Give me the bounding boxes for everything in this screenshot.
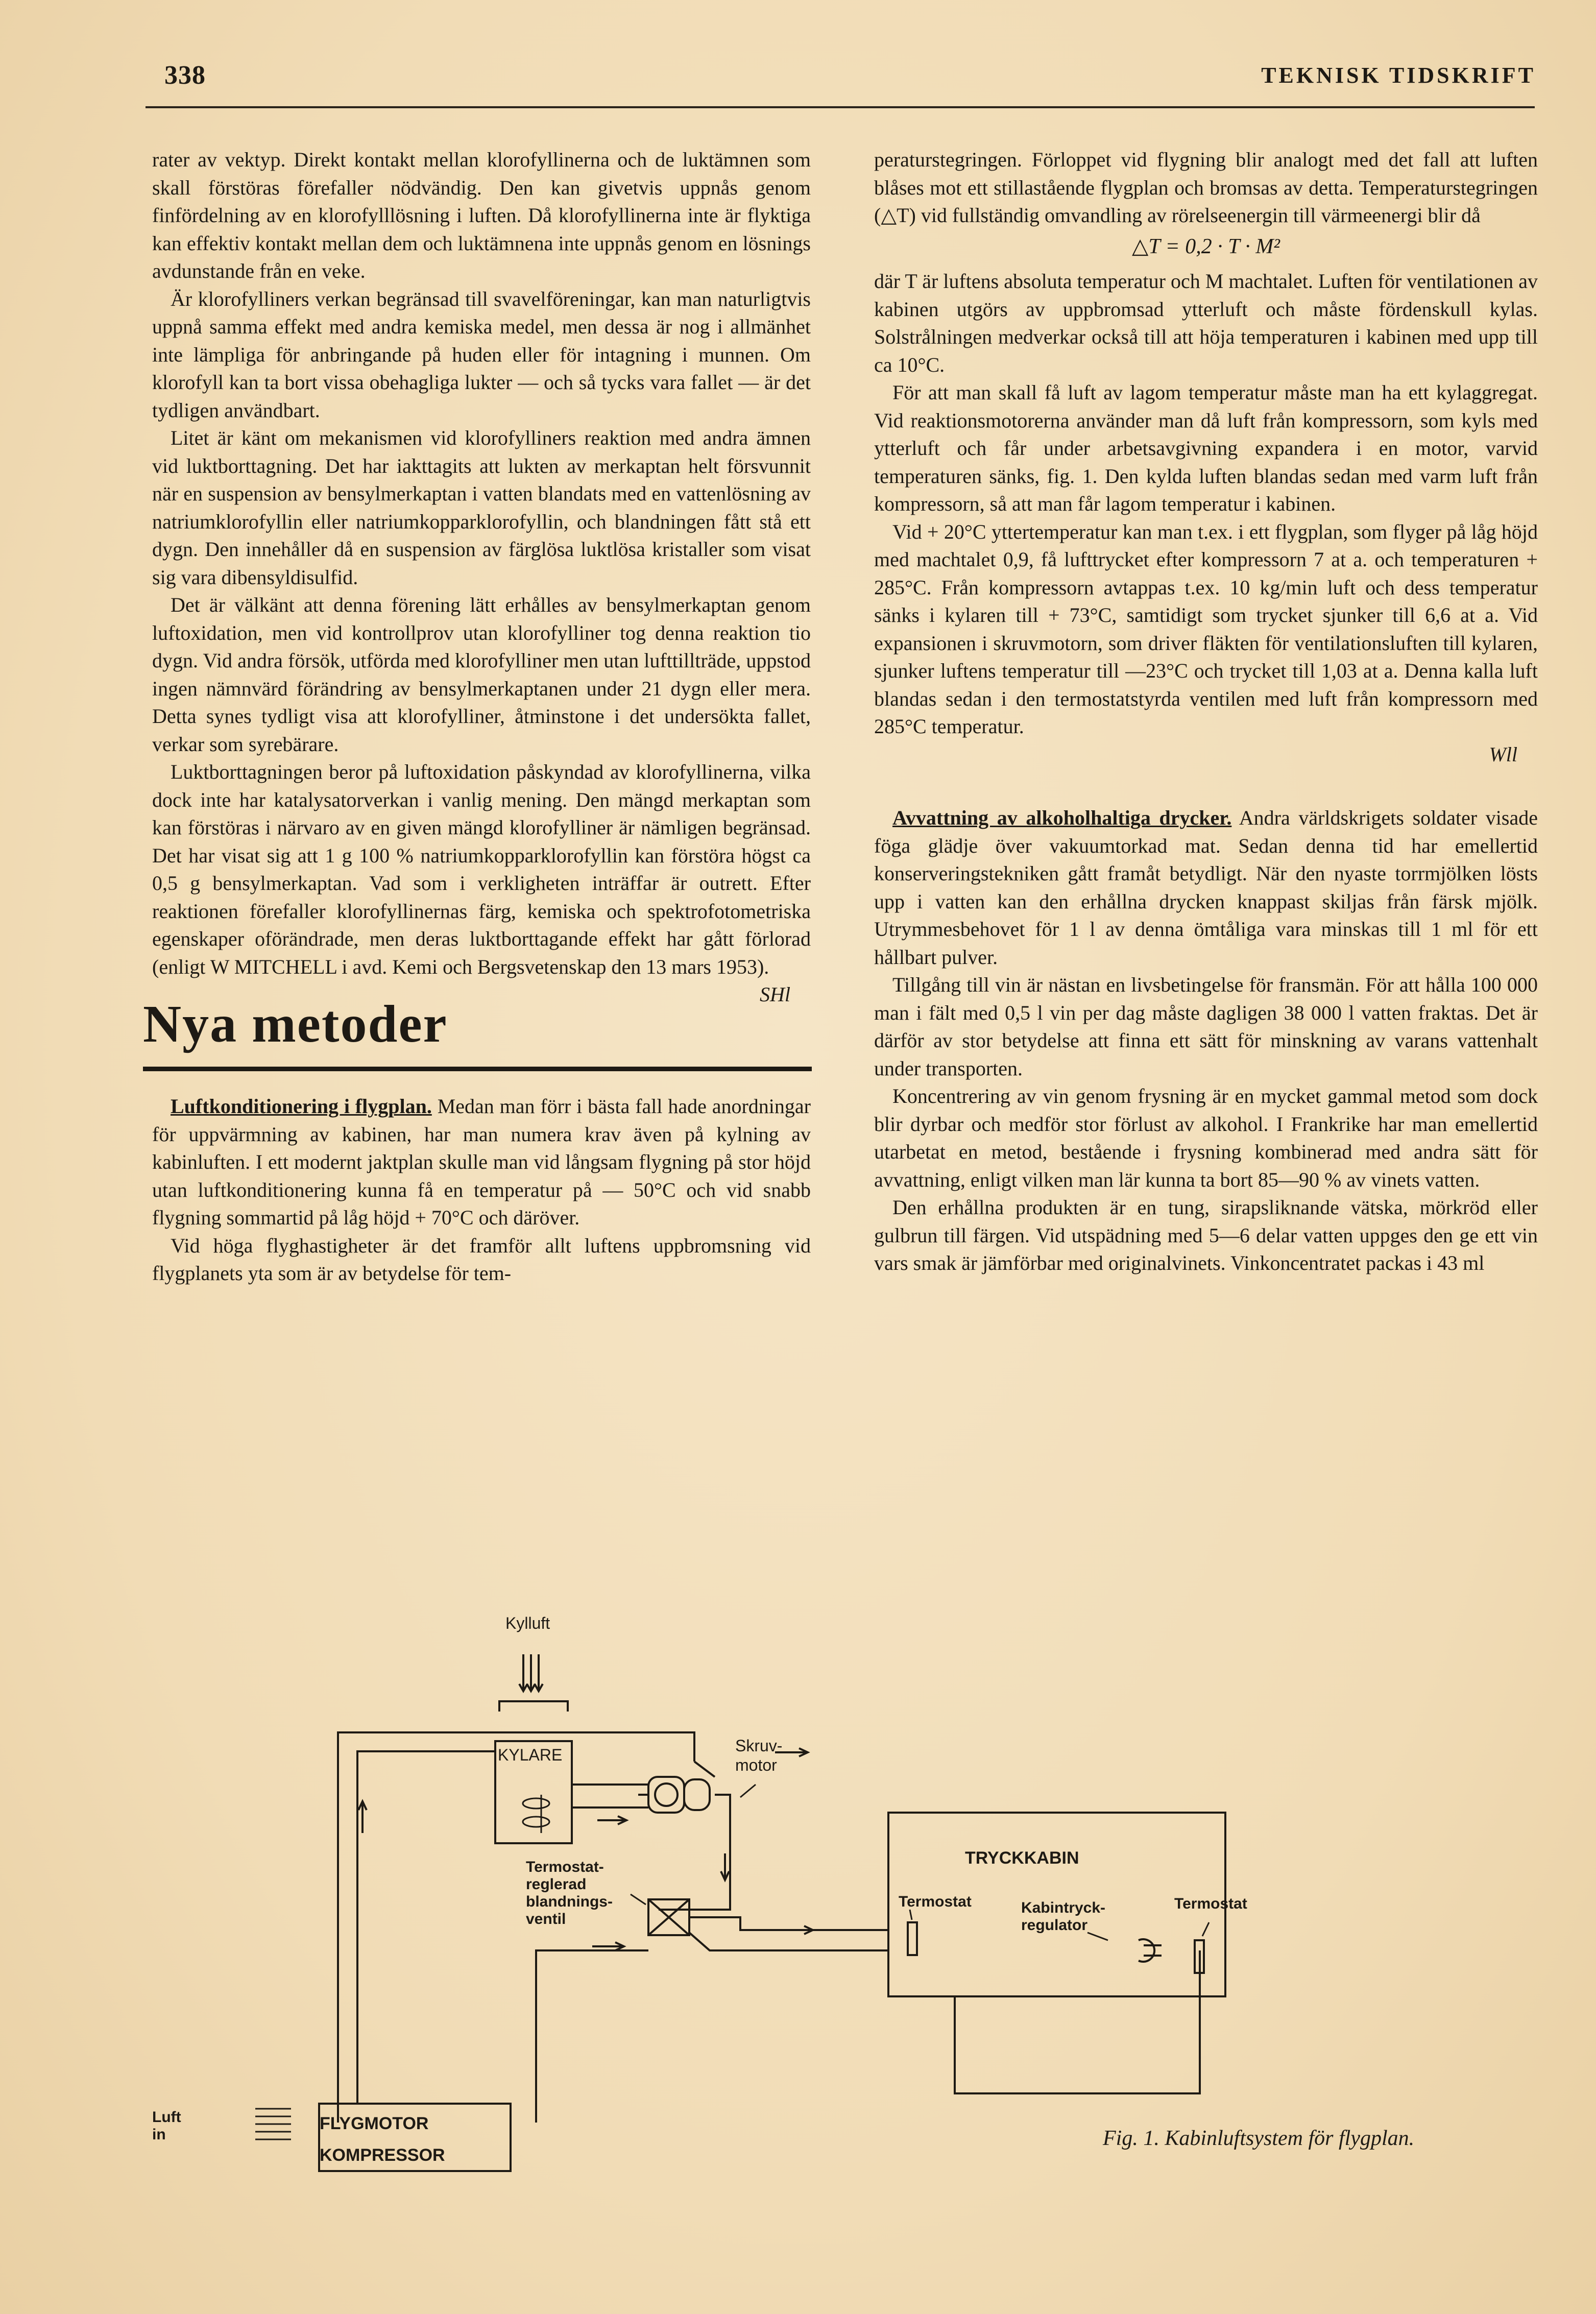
left-paragraph-5-text: Luktborttagningen beror på luftoxidation påskyndad av klorofyllinerna, vilka dock inte har katalysatorverkan i vanlig mening. Den mängd merkaptan som kan förstöras i närvaro av en given mängd klorofylliner är nämligen begränsad. Det har visat sig att 1 g 100 % natriumkopparklorofyllin kan förstöra högst ca 0,5 g bensylmerkaptan. Vad som i verkligheten inträffar är outrett. Efter reaktionen förefaller klorofyllinernas färg, kemiska och spektrofotometriska egenskaper oförändrade, men deras luktborttagande effekt har gått förlorad (enligt W MITCHELL i avd. Kemi och Bergsvetenskap den 13 mars 1953). — [152, 760, 811, 978]
article-avvattning-para-1 — [874, 804, 1538, 971]
kylare-inlet-bracket — [499, 1701, 568, 1712]
fan-symbol — [523, 1795, 549, 1833]
header-rule — [146, 106, 1535, 108]
journal-title: TEKNISK TIDSKRIFT — [1261, 63, 1536, 88]
label-skruvmotor: Skruv- motor — [735, 1737, 783, 1774]
label-termostat-inside: Termostat — [899, 1893, 972, 1910]
section-title: Nya metoder — [143, 995, 448, 1053]
label-kabintryck: Kabintryck- regulator — [1021, 1899, 1106, 1934]
article-avvattning-head: Avvattning av alkoholhaltiga drycker. — [892, 806, 1232, 829]
label-kompressor: KOMPRESSOR — [320, 2146, 445, 2165]
compressor-to-valve — [536, 1950, 648, 2123]
page-number: 338 — [164, 61, 206, 90]
right-paragraph-2: där T är luftens absoluta temperatur och M machtalet. Luften för ventilationen av kabinen utgörs av uppbromsad ytterluft och måste fördenskull kylas. Solstrålningen medverkar också till att höja temperaturen i kabinen med upp till ca 10°C. — [874, 270, 1538, 376]
label-kylluft: Kylluft — [505, 1614, 550, 1632]
left-paragraph-4: Det är välkänt att denna förening lätt erhålles av bensylmerkaptan genom luftoxidation, men vid kontrollprov utan klorofylliner tog denna reaktion tio dygn. Vid andra försök, utförda med klorofylliner men utan lufttillträde, uppstod ingen nämnvärd förändring av bensylmerkaptanen under 21 dygn eller mera. Detta synes tydligt visa att klorofylliner, åtminstone i det undersökta fallet, verkar som syrebärare. — [152, 593, 811, 756]
article-luftkonditionering-para-2: Vid höga flyghastigheter är det framför allt luftens uppbromsning vid flygplanets yta som är av betydelse för tem- — [152, 1234, 811, 1285]
hot-air-loop — [338, 1732, 694, 2123]
label-luft-in: Luft in — [152, 2109, 181, 2143]
mixing-valve-symbol — [648, 1899, 689, 1935]
kabintryck-regulator-symbol — [1139, 1939, 1162, 1962]
kylluft-arrows — [519, 1654, 543, 1691]
valve-to-cabin-pipe — [689, 1917, 888, 1930]
article-gap — [874, 768, 1538, 804]
section-rule — [143, 1067, 812, 1071]
mixed-air-pipe — [689, 1933, 888, 1950]
article-luftkonditionering-head: Luftkonditionering i flygplan. — [171, 1095, 432, 1118]
left-paragraph-1: rater av vektyp. Direkt kontakt mellan klorofyllinerna och de luktämnen som skall förstöras förefaller nödvändig. Den kan givetvis uppnås genom finfördelning av en klorofylllösning i luften. Då klorofyllinerna inte är flyktiga kan effektiv kontakt mellan dem och luktämnena inte uppnås genom en lösnings avdunstande från en veke. — [152, 148, 811, 282]
right-paragraph-1: peraturstegringen. Förloppet vid flygning blir analogt med det fall att luften blåses mot ett stillastående flygplan och bromsas av detta. Temperaturstegringen (△T) vid fullständig omvandling av rörelseenergin till värmeenergi blir då — [874, 148, 1538, 227]
cabin-exhaust-loop — [955, 1950, 1200, 2093]
termostat-inside-symbol — [908, 1922, 917, 1955]
article-avvattning-text-1: Andra världskrigets soldater visade föga glädje över vakuumtorkad mat. Sedan denna tid har emellertid konserveringstekniken gått framåt betydligt. När den nyaste torrmjölken lösts upp i vatten kan den erhållna drycken knappast skiljas från färsk mjölk. Utrymmesbehovet för 1 l av denna ömtåliga vara minskas till 1 ml för ett hållbart pulver. — [874, 806, 1538, 969]
article-avvattning-para-4: Den erhållna produkten är en tung, sirapsliknande vätska, mörkröd eller gulbrun till färgen. Vid utspädning med 5—6 delar vatten uppges den ge ett vin vars smak är jämförbar med originalvinets. Vinkoncentratet packas i 43 ml — [874, 1196, 1538, 1274]
figure-schematic — [138, 1593, 1567, 2175]
temperature-formula: △T = 0,2 · T · M² — [1132, 234, 1280, 258]
left-paragraph-2: Är klorofylliners verkan begränsad till svavelföreningar, kan man naturligtvis uppnå samma effekt med andra kemiska medel, men dessa är nog i allmänhet inte lämpliga för anbringande på huden eller för intagning i munnen. Om klorofyll kan ta bort vissa obehagliga lukter — och så tycks vara fallet — är det tydligen användbart. — [152, 287, 811, 422]
label-termostat-outside: Termostat — [1174, 1895, 1247, 1912]
right-column — [874, 146, 1538, 1277]
luft-in-arrows — [255, 2109, 291, 2139]
left-paragraph-5 — [152, 758, 811, 1006]
article-luftkonditionering-para-1 — [152, 1093, 811, 1232]
cabin-air-system-figure — [138, 1593, 1567, 2175]
article-avvattning-para-2: Tillgång till vin är nästan en livsbetingelse för fransmän. För att hålla 100 000 man i fält med 0,5 l vin per dag måste dagligen 38 000 l vatten fraktas. Det är därför av stor betydelse att finna ett sätt för minskning av varans vattenhalt under transporten. — [874, 973, 1538, 1080]
right-paragraph-4: Vid + 20°C yttertemperatur kan man t.ex. i ett flygplan, som flyger på låg höjd med machtalet 0,9, få lufttrycket efter kompressorn 7 at a. och temperaturen + 285°C. Från kompressorn avtappas t.ex. 10 kg/min luft och dess temperatur sänks i kylaren till + 73°C, samtidigt som trycket sjunker till 6,6 at a. Vid expansionen i skruvmotorn, som driver fläkten för ventilationsluften till kylaren, sjunker luftens temperatur till —23°C och trycket till 1,03 at a. Denna kalla luft blandas sedan i den termostatstyrda ventilen med luft från kompressorn med 285°C temperatur. — [874, 520, 1538, 738]
label-kylare: KYLARE — [498, 1746, 563, 1764]
right-paragraph-3: För att man skall få luft av lagom temperatur måste man ha ett kylaggregat. Vid reaktionsmotorerna använder man då luft från kompressorn, som kyls med ytterluft och får under arbetsavgivning expandera i en motor, varvid temperaturen sänks, fig. 1. Den kylda luften blandas sedan med varm luft från kompressorn, så att man får lagom temperatur i kabinen. — [874, 381, 1538, 515]
left-paragraph-3: Litet är känt om mekanismen vid klorofylliners reaktion med andra ämnen vid luktborttagning. Det har iakttagits att lukten av merkaptan helt försvunnit när en suspension av bensylmerkaptan i vatten blandats med en vattenlösning av natriumklorofyllin eller natriumkopparklorofyllin, och blandningen fått stå ett dygn. Den innehåller då en suspension av färglösa luktlösa kristaller som visat sig vara dibensyldisulfid. — [152, 426, 811, 589]
label-tryckkabin: TRYCKKABIN — [965, 1848, 1079, 1868]
skruvmotor-symbol — [638, 1777, 710, 1813]
hot-air-inner-loop — [357, 1751, 495, 2104]
label-termostat-ventil: Termostat- reglerad blandnings- ventil — [526, 1859, 613, 1927]
figure-caption: Fig. 1. Kabinluftsystem för flygplan. — [1103, 2127, 1415, 2150]
article-avvattning-para-3: Koncentrering av vin genom frysning är en mycket gammal metod som dock blir dyrbar och medför stor förlust av alkohol. I Frankrike har man emellertid utarbetat en metod, bestående i frysning kombinerad med andra sätt för avvattning, enligt vilken man lär kunna ta bort 85—90 % av vinets vatten. — [874, 1084, 1538, 1191]
article-luftkonditionering-text-1: Medan man förr i bästa fall hade anordningar för uppvärmning av kabinen, har man numera krav även på kylning av kabinluften. I ett modernt jaktplan skulle man vid långsam flygning på stor höjd utan luftkonditionering kunna få en temperatur på — 50°C och vid snabb flygning sommartid på låg höjd + 70°C och däröver. — [152, 1095, 811, 1229]
signature-wll: Wll — [1489, 742, 1517, 766]
left-column — [143, 146, 811, 1288]
label-flygmotor: FLYGMOTOR — [320, 2114, 429, 2133]
signature-shl: SHl — [760, 983, 790, 1006]
